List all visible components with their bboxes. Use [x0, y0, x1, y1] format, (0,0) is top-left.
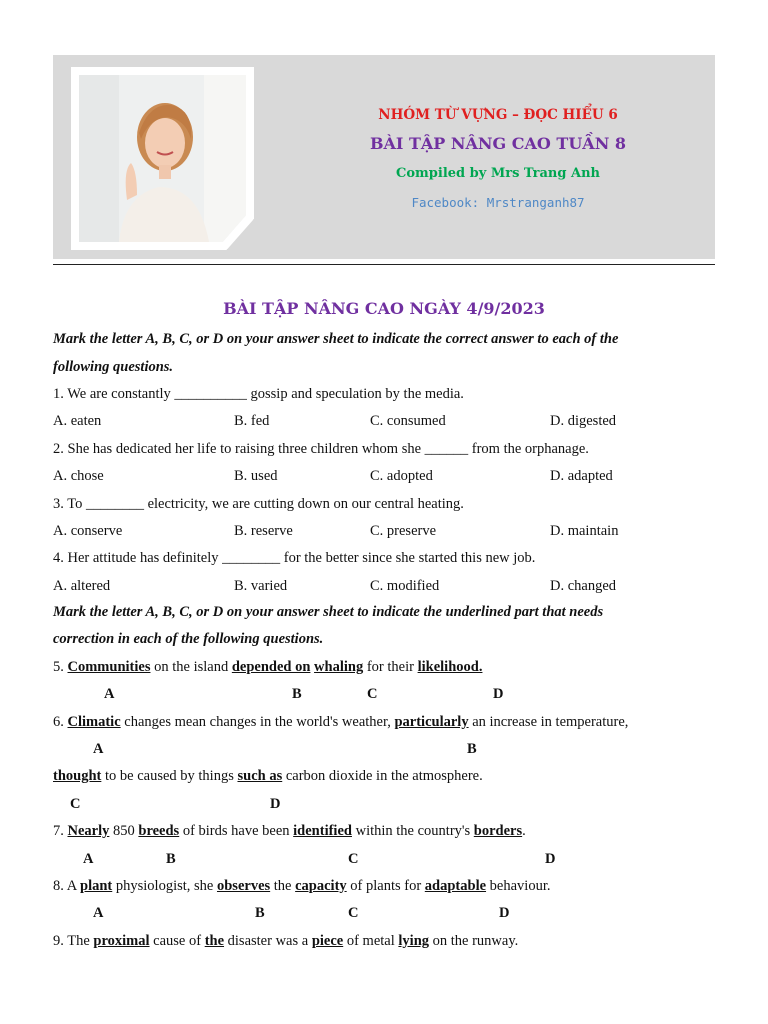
q8-mark-b: B — [255, 905, 265, 921]
q7-mark-a: A — [83, 851, 94, 867]
header-banner — [53, 55, 715, 259]
q8-underlined-b: observes — [216, 878, 271, 894]
q7-mark-b: B — [166, 851, 176, 867]
question-1: 1. We are constantly __________ gossip and speculation by the media. — [53, 386, 464, 402]
section2-instruction-cont: correction in each of the following questions. — [53, 631, 324, 647]
q5-mark-c: C — [367, 686, 378, 702]
q7-mark-c: C — [348, 851, 359, 867]
q5-mark-b: B — [292, 686, 302, 702]
question-4: 4. Her attitude has definitely ________ for the better since she started this new job. — [53, 550, 536, 566]
q6-mark-c: C — [70, 796, 81, 812]
q6-mark-d: D — [270, 796, 281, 812]
q4-option-c: C. modified — [370, 578, 440, 594]
q2-option-d: D. adapted — [550, 468, 613, 484]
question-2: 2. She has dedicated her life to raising three children whom she ______ from the orphanage. — [53, 441, 589, 457]
author-photo — [79, 75, 246, 242]
q7-mark-d: D — [545, 851, 556, 867]
header-divider — [53, 264, 715, 265]
q3-option-c: C. preserve — [370, 523, 437, 539]
q3-option-b: B. reserve — [234, 523, 293, 539]
q4-option-a: A. altered — [53, 578, 111, 594]
q5-underlined-c: whaling — [314, 659, 364, 675]
question-8: 8. A plant physiologist, she observes the capacity of plants for adaptable behaviour. — [53, 878, 551, 894]
q5-underlined-d: likelihood. — [417, 659, 483, 675]
q2-option-b: B. used — [234, 468, 278, 484]
week-title: BÀI TẬP NÂNG CAO TUẦN 8 — [369, 134, 627, 153]
author-photo-frame — [71, 67, 254, 250]
q6-mark-b: B — [467, 741, 477, 757]
q6-underlined-b: particularly — [394, 714, 469, 730]
q3-option-a: A. conserve — [53, 523, 123, 539]
q4-option-d: D. changed — [550, 578, 617, 594]
q8-underlined-a: plant — [80, 878, 113, 894]
group-title: NHÓM TỪ VỰNG – ĐỌC HIỂU 6 — [378, 107, 618, 123]
q6-underlined-a: Climatic — [67, 714, 121, 730]
question-5: 5. Communities on the island depended on whaling for their likelihood. — [53, 659, 483, 675]
q8-underlined-c: capacity — [295, 878, 347, 894]
q7-underlined-a: Nearly — [67, 823, 110, 839]
facebook-link[interactable]: Facebook: Mrstranganh87 — [411, 195, 585, 210]
q8-mark-a: A — [93, 905, 104, 921]
q1-option-d: D. digested — [550, 413, 617, 429]
section1-instruction: Mark the letter A, B, C, or D on your answer sheet to indicate the correct answer to each of the — [53, 331, 619, 347]
q3-option-d: D. maintain — [550, 523, 619, 539]
q7-underlined-b: breeds — [138, 823, 180, 839]
q7-underlined-d: borders — [473, 823, 523, 839]
question-7: 7. Nearly 850 breeds of birds have been identified within the country's borders. — [53, 823, 526, 839]
q9-underlined-d: lying — [398, 933, 430, 949]
q5-mark-d: D — [493, 686, 504, 702]
q2-option-c: C. adopted — [370, 468, 433, 484]
q5-underlined-b: depended on — [231, 659, 311, 675]
q7-underlined-c: identified — [293, 823, 352, 839]
q1-option-b: B. fed — [234, 413, 270, 429]
page-title: BÀI TẬP NÂNG CAO NGÀY 4/9/2023 — [223, 299, 545, 318]
question-6-cont: thought to be caused by things such as carbon dioxide in the atmosphere. — [53, 768, 483, 784]
q8-mark-c: C — [348, 905, 359, 921]
q1-option-a: A. eaten — [53, 413, 102, 429]
compiled-by: Compiled by Mrs Trang Anh — [396, 166, 600, 181]
q8-underlined-d: adaptable — [424, 878, 487, 894]
question-9: 9. The proximal cause of the disaster was a piece of metal lying on the runway. — [53, 933, 519, 949]
q9-underlined-b: the — [204, 933, 225, 949]
question-3: 3. To ________ electricity, we are cutting down on our central heating. — [53, 496, 464, 512]
section1-instruction-cont: following questions. — [53, 359, 174, 375]
q4-option-b: B. varied — [234, 578, 288, 594]
q8-mark-d: D — [499, 905, 510, 921]
q6-underlined-c: thought — [53, 768, 102, 784]
q9-underlined-a: proximal — [93, 933, 150, 949]
q1-option-c: C. consumed — [370, 413, 446, 429]
q2-option-a: A. chose — [53, 468, 104, 484]
q6-mark-a: A — [93, 741, 104, 757]
q9-underlined-c: piece — [311, 933, 344, 949]
q6-underlined-d: such as — [237, 768, 283, 784]
q5-underlined-a: Communities — [67, 659, 151, 675]
q5-mark-a: A — [104, 686, 115, 702]
question-6: 6. Climatic changes mean changes in the world's weather, particularly an increase in temperature, — [53, 714, 629, 730]
section2-instruction: Mark the letter A, B, C, or D on your answer sheet to indicate the underlined part that needs — [53, 604, 604, 620]
